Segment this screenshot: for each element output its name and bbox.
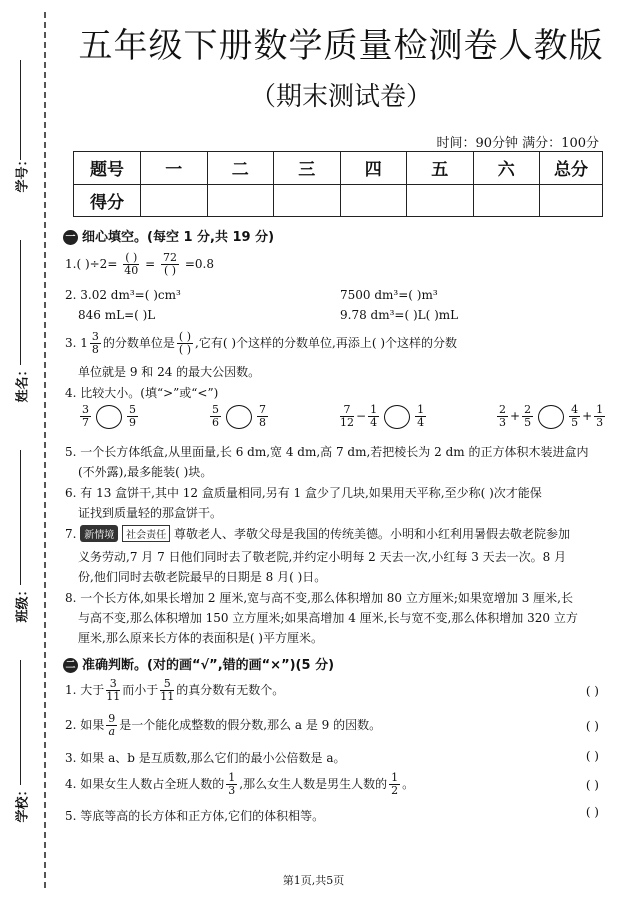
section-1-heading bbox=[63, 226, 274, 245]
fraction bbox=[522, 404, 533, 429]
fraction bbox=[161, 252, 179, 277]
score-cell[interactable] bbox=[407, 184, 474, 217]
j4-text-2: ,那么女生人数是男生人数的 bbox=[239, 777, 388, 791]
score-header-row bbox=[74, 152, 603, 185]
header-cell: 一 bbox=[141, 152, 208, 185]
q7-text: 尊敬老人、孝敬父母是我国的传统美德。小明和小红利用暑假去敬老院参加 bbox=[173, 527, 570, 541]
class-label: 班级： bbox=[15, 583, 31, 623]
binding-strip bbox=[0, 0, 50, 898]
name-field[interactable] bbox=[8, 363, 34, 403]
numerator: 5 bbox=[160, 678, 174, 691]
q7-number: 7. bbox=[65, 527, 77, 541]
social-responsibility-tag: 社会责任 bbox=[122, 525, 170, 542]
question-8-line2: 与高不变,那么体积增加 150 立方厘米;如果高增加 4 厘米,长与宽不变,那么体积增加 320 立方 bbox=[78, 611, 578, 625]
numerator: 72 bbox=[163, 251, 178, 264]
judge-1 bbox=[65, 678, 284, 703]
numerator: 2 bbox=[499, 403, 506, 416]
answer-paren-4[interactable]: ( ) bbox=[585, 778, 599, 792]
header-cell: 四 bbox=[340, 152, 407, 185]
numerator: 7 bbox=[259, 403, 266, 416]
numerator: 3 bbox=[82, 403, 89, 416]
score-table bbox=[73, 151, 603, 217]
minus-sign: − bbox=[356, 409, 367, 423]
school-field[interactable] bbox=[8, 783, 34, 823]
question-7-line1 bbox=[65, 525, 570, 542]
score-cell[interactable] bbox=[274, 184, 341, 217]
question-8-line3: 厘米,那么原来长方体的表面积是( )平方厘米。 bbox=[78, 631, 323, 645]
student-id-field[interactable] bbox=[8, 153, 34, 193]
question-8-line1: 8. 一个长方体,如果长增加 2 厘米,宽与高不变,那么体积增加 80 立方厘米;如果宽增加 3 厘米,长 bbox=[65, 591, 573, 605]
numerator: 2 bbox=[524, 403, 532, 416]
answer-fraction[interactable] bbox=[177, 331, 193, 356]
question-5-line1: 5. 一个长方体纸盒,从里面量,长 6 dm,宽 4 dm,高 7 dm,若把棱长为 2 dm 的正方体积木装进盒内 bbox=[65, 445, 589, 459]
fraction bbox=[368, 404, 379, 429]
denominator: a bbox=[108, 725, 116, 738]
question-5-line2: (不外露),最多能装( )块。 bbox=[78, 465, 213, 479]
question-2-line2a: 846 mL=( )L bbox=[78, 308, 156, 322]
compare-pair-2 bbox=[208, 404, 270, 429]
question-2-line1b: 7500 dm³=( )m³ bbox=[340, 288, 438, 302]
numerator: ( ) bbox=[178, 330, 192, 343]
numerator: 1 bbox=[417, 403, 425, 416]
fraction bbox=[127, 404, 138, 429]
denominator: 9 bbox=[129, 416, 136, 429]
question-2-line2b: 9.78 dm³=( )L( )mL bbox=[340, 308, 459, 322]
header-cell: 题号 bbox=[74, 152, 141, 185]
question-3-line2: 单位就是 9 和 24 的最大公因数。 bbox=[78, 365, 261, 379]
equals-sign: = bbox=[145, 257, 156, 271]
fraction bbox=[415, 404, 426, 429]
fraction bbox=[160, 678, 174, 703]
j1-text-2: 而小于 bbox=[122, 683, 159, 697]
question-7-line3: 份,他们同时去敬老院最早的日期是 8 月( )日。 bbox=[78, 570, 327, 584]
question-2-line1a: 2. 3.02 dm³=( )cm³ bbox=[65, 288, 181, 302]
judge-5: 5. 等底等高的长方体和正方体,它们的体积相等。 bbox=[65, 809, 325, 823]
q1-text: 1.( )÷2= bbox=[65, 257, 118, 271]
fraction bbox=[123, 252, 139, 277]
score-cell[interactable] bbox=[207, 184, 274, 217]
score-cell[interactable] bbox=[141, 184, 208, 217]
numerator: 3 bbox=[106, 678, 120, 691]
denominator: 12 bbox=[340, 416, 354, 429]
j4-text-3: 。 bbox=[402, 777, 415, 791]
new-context-tag: 新情境 bbox=[80, 525, 118, 542]
denominator: ( ) bbox=[178, 343, 192, 356]
q3-text-2: 的分数单位是 bbox=[102, 336, 175, 350]
student-id-line bbox=[8, 60, 34, 160]
question-4-title: 4. 比较大小。(填“>”或“<”) bbox=[65, 386, 219, 400]
numerator: 5 bbox=[212, 403, 219, 416]
header-cell: 三 bbox=[274, 152, 341, 185]
question-3 bbox=[65, 331, 457, 356]
page-footer: 第1页,共5页 bbox=[282, 874, 345, 887]
fraction bbox=[106, 678, 120, 703]
section-2-heading bbox=[63, 654, 334, 673]
name-label: 姓名： bbox=[15, 363, 31, 403]
q3-text: 3. 1 bbox=[65, 336, 88, 350]
fraction bbox=[80, 404, 91, 429]
compare-circle[interactable] bbox=[538, 405, 564, 429]
mixed-fraction bbox=[90, 331, 101, 356]
score-cell[interactable] bbox=[340, 184, 407, 217]
numerator: 3 bbox=[91, 330, 99, 343]
answer-paren-3[interactable]: ( ) bbox=[585, 749, 599, 763]
section-number-badge: 一 bbox=[63, 230, 78, 245]
score-cell[interactable] bbox=[473, 184, 540, 217]
compare-circle[interactable] bbox=[384, 405, 410, 429]
denominator: 11 bbox=[106, 690, 121, 703]
question-1 bbox=[65, 252, 214, 277]
school-label: 学校： bbox=[15, 783, 31, 823]
page-subtitle: （期末测试卷） bbox=[249, 82, 432, 112]
denominator: 11 bbox=[160, 690, 175, 703]
compare-pair-1 bbox=[78, 404, 140, 429]
fraction bbox=[226, 772, 237, 797]
numerator: 1 bbox=[596, 403, 604, 416]
fraction bbox=[257, 404, 268, 429]
denominator: 5 bbox=[571, 416, 579, 429]
fraction bbox=[389, 772, 400, 797]
fraction bbox=[106, 713, 117, 738]
q1-text-end: =0.8 bbox=[184, 257, 214, 271]
time-info: 时间：90分钟 满分：100分 bbox=[436, 136, 599, 151]
score-row bbox=[74, 184, 603, 217]
compare-circle[interactable] bbox=[226, 405, 252, 429]
denominator: 2 bbox=[391, 784, 399, 797]
section-number-badge: 二 bbox=[63, 658, 78, 673]
numerator: 1 bbox=[391, 771, 399, 784]
student-id-label: 学号： bbox=[15, 153, 31, 193]
j2-text-2: 是一个能化成整数的假分数,那么 a 是 9 的因数。 bbox=[119, 718, 382, 732]
denominator: 3 bbox=[596, 416, 604, 429]
question-6-line1: 6. 有 13 盒饼干,其中 12 盒质量相同,另有 1 盒少了几块,如果用天平称,至少称( )次才能保 bbox=[65, 486, 542, 500]
numerator: 1 bbox=[228, 771, 236, 784]
section-title: 细心填空。(每空 1 分,共 19 分) bbox=[82, 230, 275, 245]
denominator: 40 bbox=[124, 264, 139, 277]
school-line bbox=[8, 660, 34, 785]
fraction bbox=[497, 404, 508, 429]
numerator: 9 bbox=[108, 712, 116, 725]
numerator: 4 bbox=[571, 403, 579, 416]
compare-circle[interactable] bbox=[96, 405, 122, 429]
j2-text: 2. 如果 bbox=[65, 718, 105, 732]
plus-sign: + bbox=[582, 409, 593, 423]
score-row-label: 得分 bbox=[74, 184, 141, 217]
numerator: 7 bbox=[340, 404, 354, 417]
section-title: 准确判断。(对的画“√”,错的画“×”)(5 分) bbox=[82, 658, 335, 673]
numerator: 5 bbox=[129, 403, 136, 416]
j1-text-3: 的真分数有无数个。 bbox=[176, 683, 285, 697]
denominator: 4 bbox=[370, 416, 378, 429]
judge-3: 3. 如果 a、b 是互质数,那么它们的最小公倍数是 a。 bbox=[65, 751, 346, 765]
denominator: 5 bbox=[524, 416, 532, 429]
header-cell: 二 bbox=[207, 152, 274, 185]
denominator: 7 bbox=[82, 416, 89, 429]
judge-2 bbox=[65, 713, 381, 738]
answer-paren-2[interactable]: ( ) bbox=[585, 719, 599, 733]
fraction bbox=[569, 404, 580, 429]
answer-paren-1[interactable]: ( ) bbox=[585, 684, 599, 698]
name-line bbox=[8, 240, 34, 365]
judge-4 bbox=[65, 772, 414, 797]
score-cell[interactable] bbox=[540, 184, 603, 217]
header-cell: 六 bbox=[473, 152, 540, 185]
denominator: 4 bbox=[417, 416, 425, 429]
compare-pair-4 bbox=[495, 404, 607, 429]
question-7-line2: 义务劳动,7 月 7 日他们同时去了敬老院,并约定小明每 2 天去一次,小红每 3 天去一次。8 月 bbox=[78, 550, 567, 564]
numerator[interactable]: ( ) bbox=[125, 251, 138, 264]
question-6-line2: 证找到质量轻的那盒饼干。 bbox=[78, 506, 223, 520]
cut-line bbox=[44, 12, 46, 888]
plus-sign: + bbox=[510, 409, 521, 423]
header-cell: 总分 bbox=[540, 152, 603, 185]
j4-text: 4. 如果女生人数占全班人数的 bbox=[65, 777, 225, 791]
fraction bbox=[340, 404, 354, 429]
denominator: 8 bbox=[259, 416, 266, 429]
j1-text: 1. 大于 bbox=[65, 683, 105, 697]
denominator: 8 bbox=[91, 343, 99, 356]
denominator: 3 bbox=[228, 784, 236, 797]
page-title: 五年级下册数学质量检测卷人教版 bbox=[78, 26, 604, 66]
numerator: 1 bbox=[370, 403, 378, 416]
fraction bbox=[594, 404, 605, 429]
denominator: 3 bbox=[499, 416, 506, 429]
denominator: 6 bbox=[212, 416, 219, 429]
header-cell: 五 bbox=[407, 152, 474, 185]
fraction bbox=[210, 404, 221, 429]
class-field[interactable] bbox=[8, 583, 34, 623]
q3-text-3: ,它有( )个这样的分数单位,再添上( )个这样的分数 bbox=[195, 336, 458, 350]
compare-pair-3 bbox=[338, 404, 428, 429]
denominator[interactable]: ( ) bbox=[163, 264, 177, 277]
class-line bbox=[8, 450, 34, 585]
answer-paren-5[interactable]: ( ) bbox=[585, 805, 599, 819]
